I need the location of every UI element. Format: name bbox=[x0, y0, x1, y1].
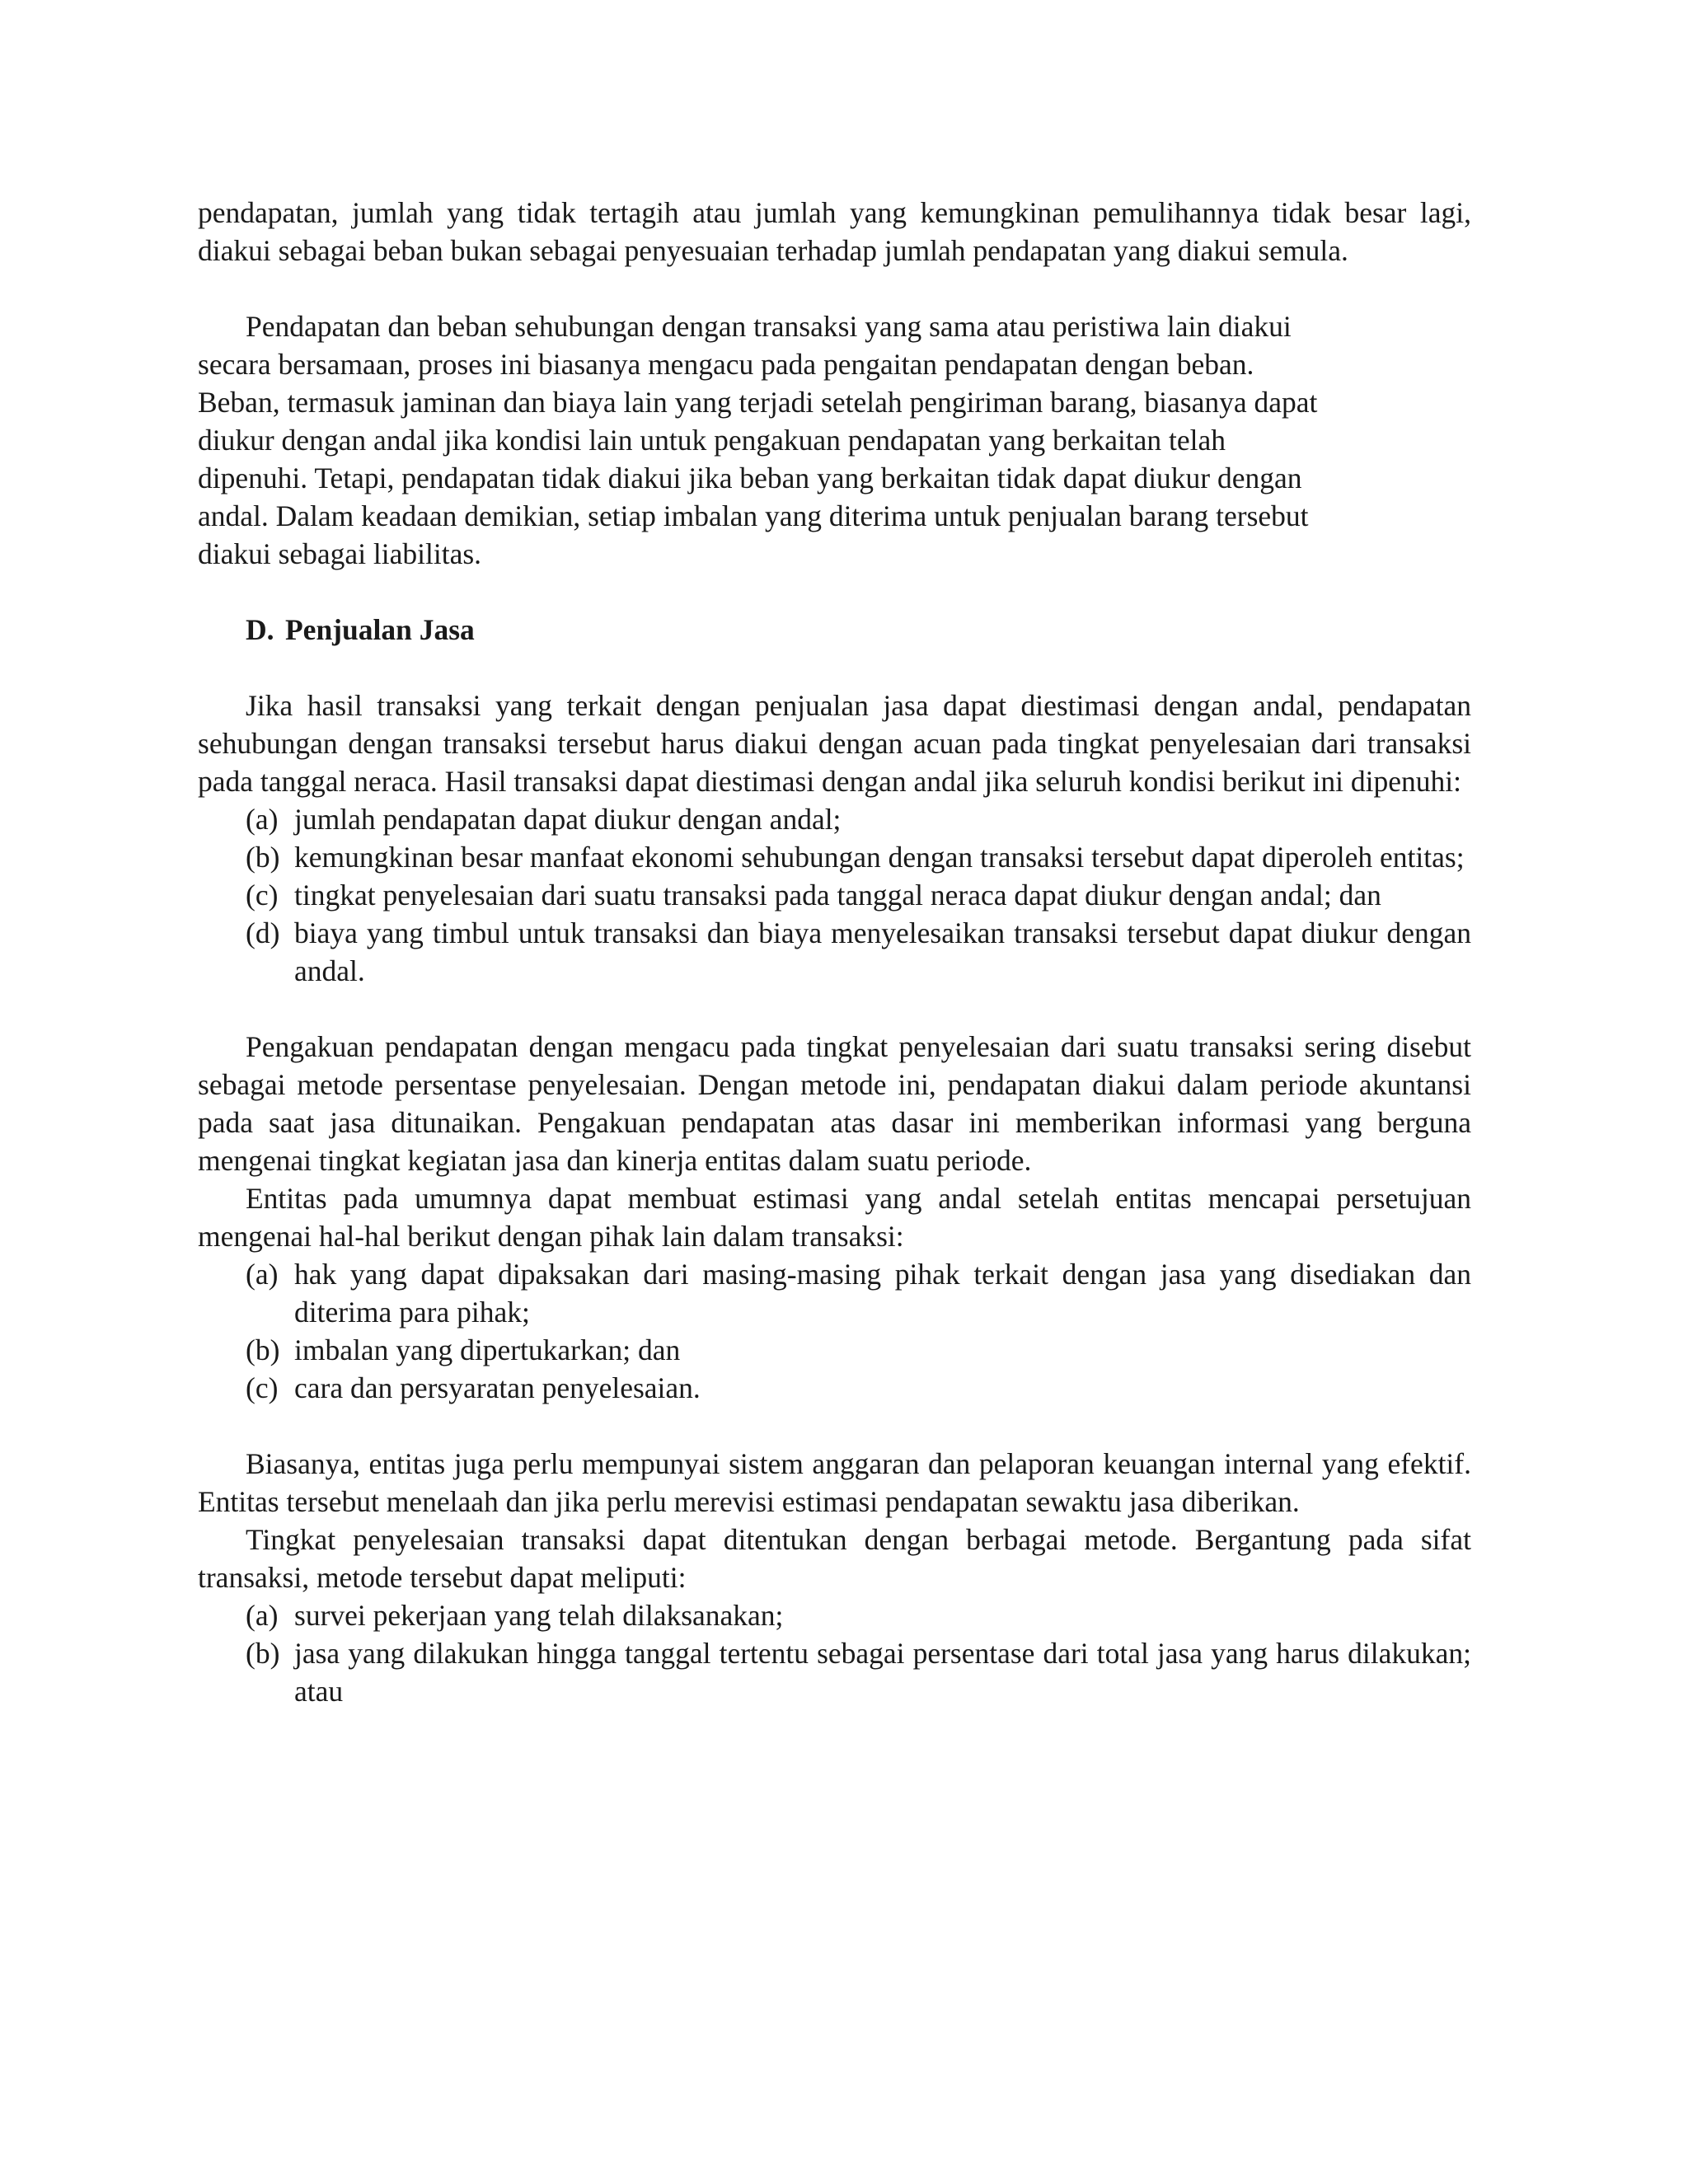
paragraph-line: diakui sebagai liabilitas. bbox=[198, 537, 482, 570]
list-item-text: survei pekerjaan yang telah dilaksanakan; bbox=[294, 1599, 784, 1632]
methods-list bbox=[198, 1596, 1471, 1710]
paragraph-line: diukur dengan andal jika kondisi lain untuk pengakuan pendapatan yang berkaitan telah bbox=[198, 424, 1226, 457]
paragraph-completion-methods: Tingkat penyelesaian transaksi dapat ditentukan dengan berbagai metode. Bergantung pada sifat transaksi, metode tersebut dapat meliputi: bbox=[198, 1523, 1471, 1594]
paragraph-continuation: pendapatan, jumlah yang tidak tertagih atau jumlah yang kemungkinan pemulihannya tidak besar lagi, diakui sebagai beban bukan sebagai penyesuaian terhadap jumlah pendapatan yang diakui semula. bbox=[198, 196, 1471, 267]
list-marker: (a) bbox=[246, 803, 279, 836]
list-item bbox=[198, 1634, 1471, 1710]
paragraph-line: Beban, termasuk jaminan dan biaya lain yang terjadi setelah pengiriman barang, biasanya dapat bbox=[198, 386, 1318, 419]
document-page bbox=[198, 194, 1471, 1710]
list-item bbox=[198, 1331, 1471, 1369]
paragraph-percentage-method: Pengakuan pendapatan dengan mengacu pada tingkat penyelesaian dari suatu transaksi sering disebut sebagai metode persentase penyelesaian. Dengan metode ini, pendapatan diakui dalam periode akuntansi pada saat jasa ditunaikan. Pengakuan pendapatan atas dasar ini memberikan informasi yang berguna mengenai tingkat kegiatan jasa dan kinerja entitas dalam suatu periode. bbox=[198, 1030, 1471, 1177]
conditions-list bbox=[198, 800, 1471, 990]
list-item bbox=[198, 1596, 1471, 1634]
list-item bbox=[198, 800, 1471, 838]
list-item-text: tingkat penyelesaian dari suatu transaksi pada tanggal neraca dapat diukur dengan andal; dan bbox=[294, 879, 1381, 912]
list-item bbox=[198, 1255, 1471, 1331]
list-marker: (b) bbox=[246, 841, 280, 874]
list-item-text: imbalan yang dipertukarkan; dan bbox=[294, 1333, 681, 1366]
paragraph-line: Pendapatan dan beban sehubungan dengan transaksi yang sama atau peristiwa lain diakui bbox=[246, 310, 1292, 343]
list-item-text: biaya yang timbul untuk transaksi dan biaya menyelesaikan transaksi tersebut dapat diukur dengan andal. bbox=[294, 916, 1471, 987]
list-marker: (b) bbox=[246, 1637, 280, 1670]
list-item bbox=[198, 1369, 1471, 1407]
list-item bbox=[198, 876, 1471, 914]
list-item-text: hak yang dapat dipaksakan dari masing-masing pihak terkait dengan jasa yang disediakan dan diterima para pihak; bbox=[294, 1258, 1471, 1329]
section-title: Penjualan Jasa bbox=[285, 613, 475, 646]
section-letter: D. bbox=[246, 613, 274, 646]
paragraph-revenue-expense bbox=[198, 307, 1471, 573]
list-item-text: jasa yang dilakukan hingga tanggal tertentu sebagai persentase dari total jasa yang harus dilakukan; atau bbox=[294, 1637, 1471, 1708]
list-item bbox=[198, 838, 1471, 876]
paragraph-line: secara bersamaan, proses ini biasanya mengacu pada pengaitan pendapatan dengan beban. bbox=[198, 348, 1254, 381]
list-item-text: jumlah pendapatan dapat diukur dengan andal; bbox=[294, 803, 842, 836]
list-marker: (b) bbox=[246, 1333, 280, 1366]
list-marker: (a) bbox=[246, 1258, 279, 1291]
list-marker: (c) bbox=[246, 879, 279, 912]
section-heading bbox=[198, 611, 1471, 649]
list-item-text: cara dan persyaratan penyelesaian. bbox=[294, 1371, 701, 1404]
list-marker: (c) bbox=[246, 1371, 279, 1404]
list-item-text: kemungkinan besar manfaat ekonomi sehubungan dengan transaksi tersebut dapat diperoleh entitas; bbox=[294, 841, 1465, 874]
list-item bbox=[198, 914, 1471, 990]
list-marker: (d) bbox=[246, 916, 280, 949]
agreement-list bbox=[198, 1255, 1471, 1407]
paragraph-service-estimation: Jika hasil transaksi yang terkait dengan penjualan jasa dapat diestimasi dengan andal, pendapatan sehubungan dengan transaksi tersebut harus diakui dengan acuan pada tingkat penyelesaian dari transaksi pada tanggal neraca. Hasil transaksi dapat diestimasi dengan andal jika seluruh kondisi berikut ini dipenuhi: bbox=[198, 689, 1471, 798]
paragraph-reliable-estimate: Entitas pada umumnya dapat membuat estimasi yang andal setelah entitas mencapai persetujuan mengenai hal-hal berikut dengan pihak lain dalam transaksi: bbox=[198, 1182, 1471, 1253]
paragraph-line: dipenuhi. Tetapi, pendapatan tidak diakui jika beban yang berkaitan tidak dapat diukur dengan bbox=[198, 462, 1302, 494]
list-marker: (a) bbox=[246, 1599, 279, 1632]
paragraph-budget-system: Biasanya, entitas juga perlu mempunyai sistem anggaran dan pelaporan keuangan internal yang efektif. Entitas tersebut menelaah dan jika perlu merevisi estimasi pendapatan sewaktu jasa diberikan. bbox=[198, 1447, 1471, 1518]
paragraph-line: andal. Dalam keadaan demikian, setiap imbalan yang diterima untuk penjualan barang tersebut bbox=[198, 499, 1309, 532]
